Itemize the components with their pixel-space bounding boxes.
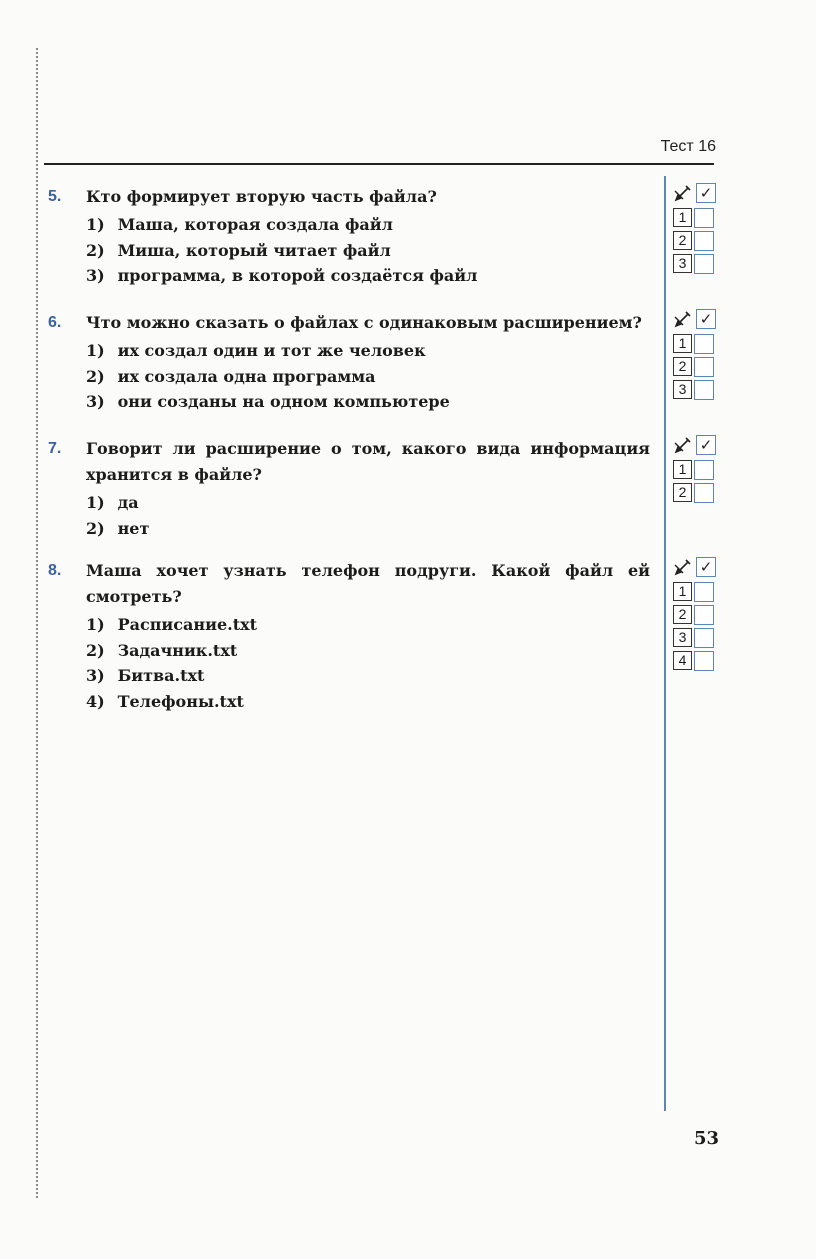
checked-box: ✓: [696, 557, 716, 577]
answer-row[interactable]: 2: [673, 229, 719, 252]
answer-row[interactable]: 2: [673, 481, 719, 504]
header-divider: [44, 163, 714, 165]
answer-row[interactable]: 1: [673, 580, 719, 603]
option-item: 2) их создала одна программа: [86, 366, 376, 386]
option-item: 1) Расписание.txt: [86, 615, 258, 634]
page-number: 53: [694, 1128, 720, 1149]
answer-box[interactable]: [694, 357, 714, 377]
option-item: 2) нет: [86, 518, 150, 538]
question-8: [48, 558, 650, 714]
answer-grid-6: [673, 308, 719, 401]
option-list: [86, 612, 650, 714]
checked-box: ✓: [696, 309, 716, 329]
option-item: 1) их создал один и тот же человек: [86, 341, 426, 360]
answer-row[interactable]: 3: [673, 626, 719, 649]
test-title: Тест 16: [660, 138, 716, 155]
answer-row[interactable]: 1: [673, 206, 719, 229]
option-item: 3) программа, в которой создаётся файл: [86, 266, 478, 285]
answer-grid-7: [673, 434, 719, 504]
question-text: Говорит ли расширение о том, какого вида информация хранится в файле?: [86, 439, 650, 484]
answer-column-divider: [664, 176, 666, 1111]
answer-grid-8: [673, 556, 719, 672]
pencil-icon: [673, 435, 693, 455]
answer-row[interactable]: 3: [673, 252, 719, 275]
question-6: [48, 310, 650, 415]
question-number: 6.: [48, 314, 62, 331]
answer-box[interactable]: [694, 483, 714, 503]
question-number: 7.: [48, 440, 62, 457]
answer-row[interactable]: 4: [673, 649, 719, 672]
option-item: 2) Миша, который читает файл: [86, 240, 391, 260]
answer-box[interactable]: [694, 628, 714, 648]
option-list: [86, 212, 650, 289]
checked-box: ✓: [696, 435, 716, 455]
option-item: 1) да: [86, 493, 139, 512]
pencil-icon: [673, 183, 693, 203]
option-item: 2) Задачник.txt: [86, 640, 238, 660]
question-number: 8.: [48, 562, 62, 579]
answer-box[interactable]: [694, 334, 714, 354]
answer-box[interactable]: [694, 460, 714, 480]
answer-box[interactable]: [694, 231, 714, 251]
pencil-icon: [673, 557, 693, 577]
question-text: Что можно сказать о файлах с одинаковым расширением?: [86, 313, 642, 332]
question-5: [48, 184, 650, 289]
answer-row[interactable]: 2: [673, 603, 719, 626]
question-text: Маша хочет узнать телефон подруги. Какой файл ей смотреть?: [86, 561, 650, 606]
cut-line: [36, 48, 38, 1198]
answer-box[interactable]: [694, 208, 714, 228]
option-list: [86, 490, 650, 541]
question-7: [48, 436, 650, 541]
answer-row[interactable]: 1: [673, 458, 719, 481]
answer-box[interactable]: [694, 605, 714, 625]
answer-row[interactable]: 1: [673, 332, 719, 355]
checked-box: ✓: [696, 183, 716, 203]
option-item: 3) они созданы на одном компьютере: [86, 392, 450, 411]
option-item: 4) Телефоны.txt: [86, 691, 244, 711]
answer-row[interactable]: 3: [673, 378, 719, 401]
option-item: 1) Маша, которая создала файл: [86, 215, 393, 234]
question-number: 5.: [48, 188, 62, 205]
answer-box[interactable]: [694, 582, 714, 602]
answer-box[interactable]: [694, 380, 714, 400]
pencil-icon: [673, 309, 693, 329]
answer-grid-5: [673, 182, 719, 275]
answer-box[interactable]: [694, 651, 714, 671]
question-text: Кто формирует вторую часть файла?: [86, 187, 437, 206]
answer-box[interactable]: [694, 254, 714, 274]
answer-row[interactable]: 2: [673, 355, 719, 378]
option-list: [86, 338, 650, 415]
option-item: 3) Битва.txt: [86, 666, 205, 685]
